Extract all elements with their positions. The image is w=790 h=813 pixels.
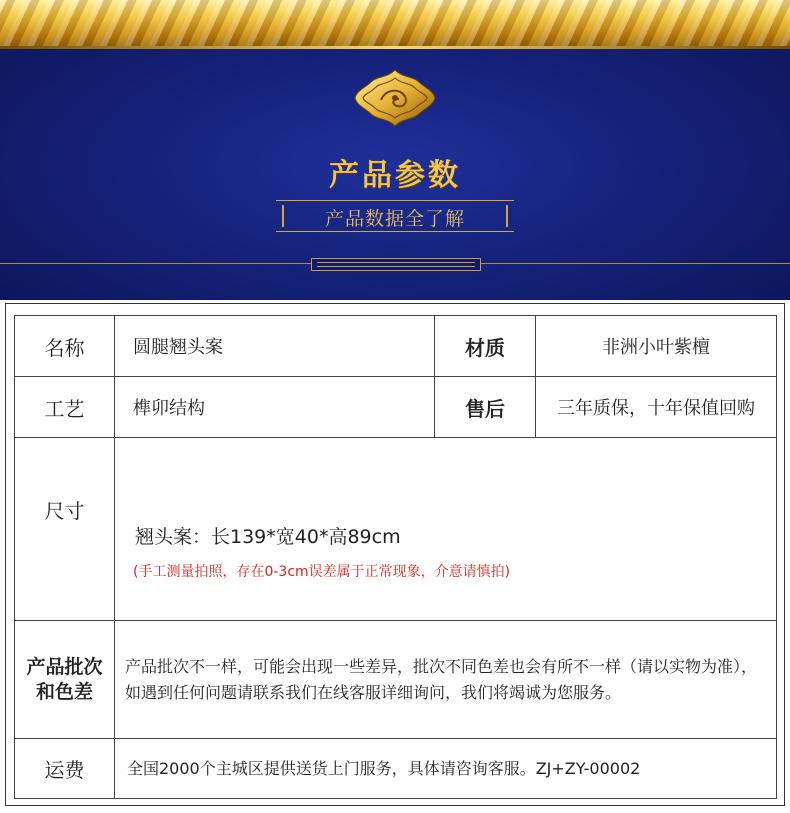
table-row [15,438,777,621]
gold-texture-strip [0,0,790,48]
table-row [15,377,777,438]
dragon-emblem-icon [353,68,437,128]
table-row [15,621,777,739]
size-note: (手工测量拍照，存在0-3cm误差属于正常现象，介意请慎拍) [133,564,511,580]
size-cell [115,438,777,621]
params-section [0,300,790,813]
craft-label: 工艺 [15,377,115,438]
page-title: 产品参数 [329,158,461,193]
material-label: 材质 [435,316,536,377]
aftersale-value: 三年质保，十年保值回购 [536,377,777,438]
batch-label-line1: 产品批次 [26,655,103,678]
name-value: 圆腿翘头案 [115,316,435,377]
header-banner [0,0,790,300]
size-value: 翘头案：长139*宽40*高89cm [135,526,401,548]
craft-value: 榫卯结构 [115,377,435,438]
table-row [15,739,777,799]
batch-label [15,621,115,739]
shipping-value: 全国2000个主城区提供送货上门服务，具体请咨询客服。ZJ+ZY-00002 [115,739,777,799]
aftersale-label: 售后 [435,377,536,438]
batch-value: 产品批次不一样，可能会出现一些差异，批次不同色差也会有所不一样（请以实物为准），如遇到任何问题请联系我们在线客服详细询问，我们将竭诚为您服务。 [115,621,777,739]
batch-label-line2: 和色差 [35,680,93,703]
name-label: 名称 [15,316,115,377]
subtitle-frame [276,200,514,232]
params-table [14,315,777,799]
shipping-label: 运费 [15,739,115,799]
table-row [15,316,777,377]
gold-divider-ornament [311,258,481,271]
page-subtitle: 产品数据全了解 [324,208,465,230]
gold-edge-line [0,46,790,49]
material-value: 非洲小叶紫檀 [536,316,777,377]
size-label: 尺寸 [15,438,115,621]
